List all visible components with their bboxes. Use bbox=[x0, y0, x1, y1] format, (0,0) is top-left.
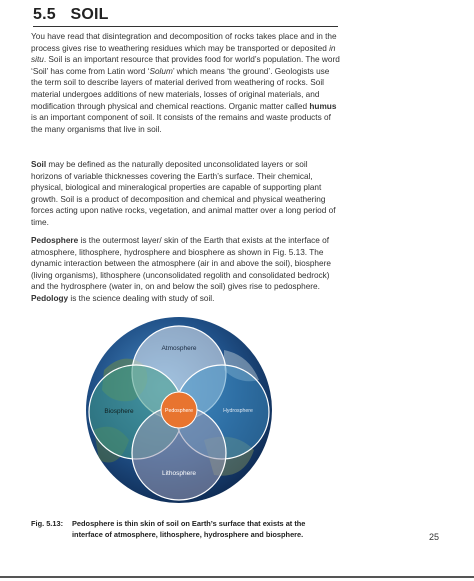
atmosphere-label: Atmosphere bbox=[161, 345, 197, 352]
text-run: is the outermost layer/ skin of the Earth that exists at the interface of atmosphere, lithosphere, hydrosphere and biosphere as shown in Fig. 5.13. The dynamic interaction between the atmosphere (air in and above the soil), biosphere (living organisms), lithosphere (unconsolidated regolith and consolidated bedrock) and the hydrosphere (water in, on and below the soil) gives rise to pedosphere. bbox=[31, 236, 331, 292]
paragraph-soil-intro bbox=[31, 31, 340, 135]
caption-line-1: Pedosphere is thin skin of soil on Earth’s surface that exists at the bbox=[72, 519, 306, 528]
lithosphere-label: Lithosphere bbox=[162, 470, 196, 477]
bold-term: humus bbox=[309, 101, 337, 111]
footer-divider bbox=[0, 576, 474, 578]
paragraph-pedosphere bbox=[31, 235, 340, 305]
section-title: SOIL bbox=[70, 6, 109, 23]
figure-number: Fig. 5.13: bbox=[31, 519, 64, 528]
section-heading bbox=[33, 6, 338, 27]
biosphere-label: Biosphere bbox=[104, 408, 134, 415]
pedosphere-label: Pedosphere bbox=[165, 408, 193, 414]
page-number: 25 bbox=[429, 532, 440, 542]
figure-caption bbox=[31, 518, 361, 540]
pedosphere-figure bbox=[84, 310, 274, 520]
text-run: is the science dealing with study of soil. bbox=[68, 293, 215, 303]
bold-term: Soil bbox=[31, 160, 47, 169]
italic-term: Solum bbox=[149, 66, 173, 76]
italic-term: in situ bbox=[31, 43, 336, 65]
pedosphere-diagram bbox=[84, 310, 274, 520]
caption-line-2: interface of atmosphere, lithosphere, hydrosphere and biosphere. bbox=[72, 530, 304, 539]
bold-term: Pedology bbox=[31, 293, 69, 303]
paragraph-soil-definition bbox=[31, 159, 340, 229]
section-number: 5.5 bbox=[33, 6, 56, 23]
bold-term: Pedosphere bbox=[31, 236, 79, 245]
text-run: ’ which means ‘the ground’. Geologists use the term soil to describe layers of material derived from weathering of rocks. Soil material undergoes additions of new materials, losses of original materials, and modification through physical and chemical reactions. Organic matter called bbox=[31, 66, 330, 111]
text-run: is an important component of soil. It consists of the remains and waste products of the many organisms that live in soil. bbox=[31, 113, 331, 134]
text-run: may be defined as the naturally deposited unconsolidated layers or soil horizons of variable thicknesses covering the Earth’s surface. Their chemical, physical, biological and mineralogical properties are capable of supporting plant growth. Soil is a product of decomposition and chemical and physical weathering forces acting upon native rocks, vegetation, and animal matter over a long period of time. bbox=[31, 160, 336, 227]
hydrosphere-label: Hydrosphere bbox=[223, 408, 253, 414]
text-run: You have read that disintegration and decomposition of rocks takes place and in the process gives rise to weathering residues which may be transported or deposited bbox=[31, 32, 337, 53]
text-run: . Soil is an important resource that provides food for world’s population. The word ‘Soil’ has come from Latin word ‘ bbox=[31, 55, 340, 76]
